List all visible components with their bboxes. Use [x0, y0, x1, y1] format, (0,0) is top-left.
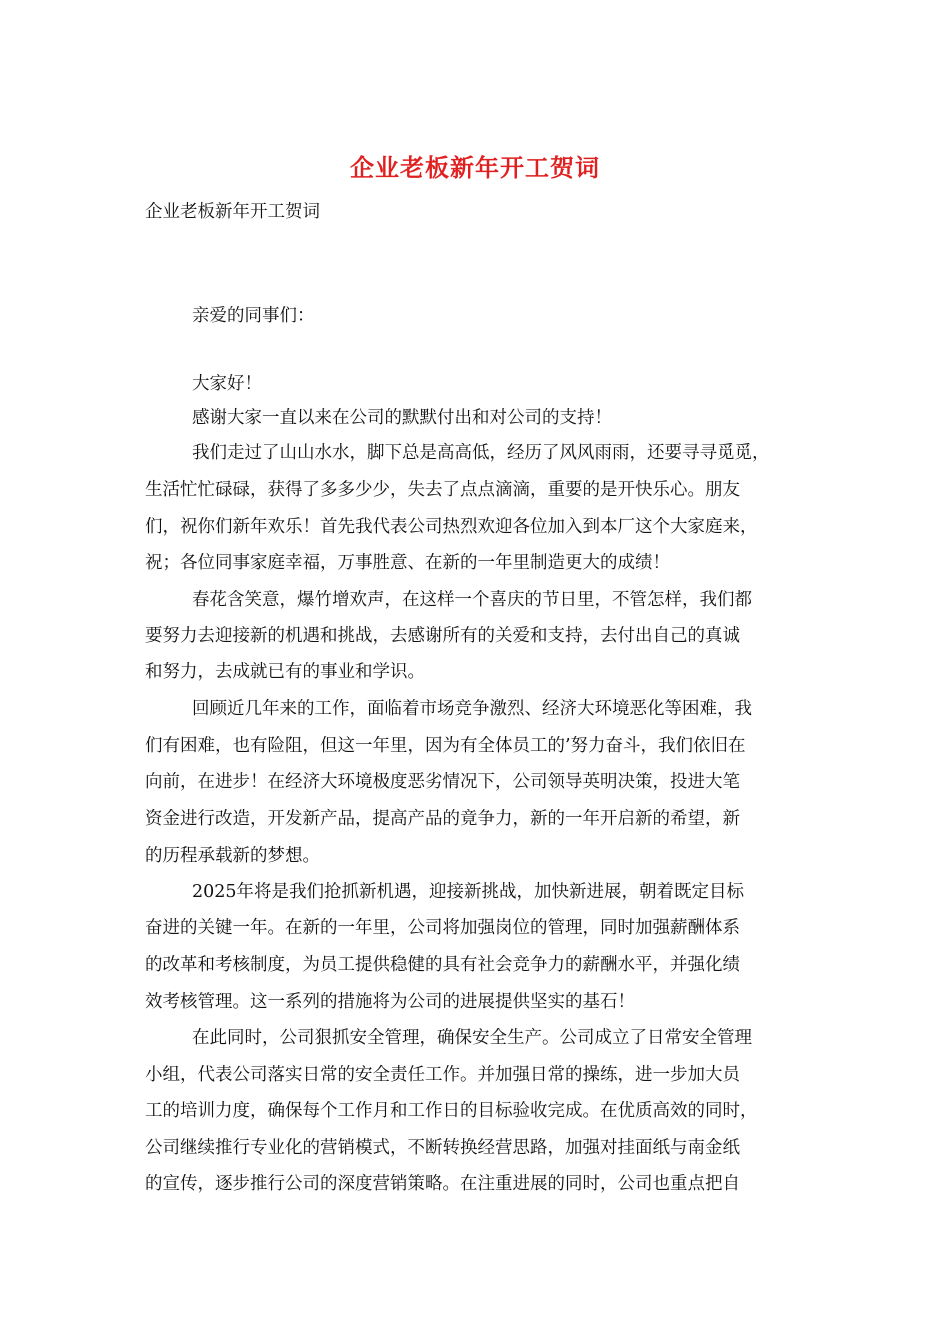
body-line: 工的培训力度，确保每个工作月和工作日的目标验收完成。在优质高效的同时，: [145, 1101, 758, 1121]
body-line: 祝；各位同事家庭幸福，万事胜意、在新的一年里制造更大的成绩！: [145, 553, 670, 573]
document-title: 企业老板新年开工贺词: [350, 153, 600, 182]
body-line: 感谢大家一直以来在公司的默默付出和对公司的支持！: [192, 408, 612, 428]
body-line: 公司继续推行专业化的营销模式，不断转换经营思路，加强对挂面纸与南金纸: [145, 1138, 740, 1158]
body-line: 的改革和考核制度，为员工提供稳健的具有社会竞争力的薪酬水平，并强化绩: [145, 955, 740, 975]
body-line: 回顾近几年来的工作，面临着市场竞争激烈、经济大环境恶化等困难，我: [192, 699, 752, 719]
salutation: 亲爱的同事们：: [192, 306, 315, 326]
body-line: 我们走过了山山水水，脚下总是高高低，经历了风风雨雨，还要寻寻觅觅，: [192, 443, 770, 463]
body-line: 奋进的关键一年。在新的一年里，公司将加强岗位的管理，同时加强薪酬体系: [145, 918, 740, 938]
body-line: 的历程承载新的梦想。: [145, 846, 320, 866]
body-line: 在此同时，公司狠抓安全管理，确保安全生产。公司成立了日常安全管理: [192, 1028, 752, 1048]
body-line: 和努力，去成就已有的事业和学识。: [145, 662, 425, 682]
body-line: 资金进行改造，开发新产品，提高产品的竟争力，新的一年开启新的希望，新: [145, 809, 740, 829]
body-line: 要努力去迎接新的机遇和挑战，去感谢所有的关爱和支持，去付出自己的真诚: [145, 626, 740, 646]
body-line: 们，祝你们新年欢乐！首先我代表公司热烈欢迎各位加入到本厂这个大家庭来，: [145, 517, 758, 537]
body-line: 们有困难，也有险阻，但这一年里，因为有全体员工的’努力奋斗，我们依旧在: [145, 736, 746, 756]
body-line: 生活忙忙碌碌，获得了多多少少，失去了点点滴滴，重要的是开快乐心。朋友: [145, 480, 740, 500]
body-line: 向前，在进步！在经济大环境极度恶劣情况下，公司领导英明决策，投进大笔: [145, 772, 740, 792]
greeting: 大家好！: [192, 374, 262, 394]
body-line: 的宣传，逐步推行公司的深度营销策略。在注重进展的同时，公司也重点把自: [145, 1174, 740, 1194]
body-line: 春花含笑意，爆竹增欢声，在这样一个喜庆的节日里，不管怎样，我们都: [192, 590, 752, 610]
body-line: 效考核管理。这一系列的措施将为公司的进展提供坚实的基石！: [145, 992, 635, 1012]
document-subtitle: 企业老板新年开工贺词: [145, 202, 320, 222]
body-line: 小组，代表公司落实日常的安全责任工作。并加强日常的操练，进一步加大员: [145, 1065, 740, 1085]
body-line: 2025年将是我们抢抓新机遇，迎接新挑战，加快新进展，朝着既定目标: [192, 882, 745, 902]
